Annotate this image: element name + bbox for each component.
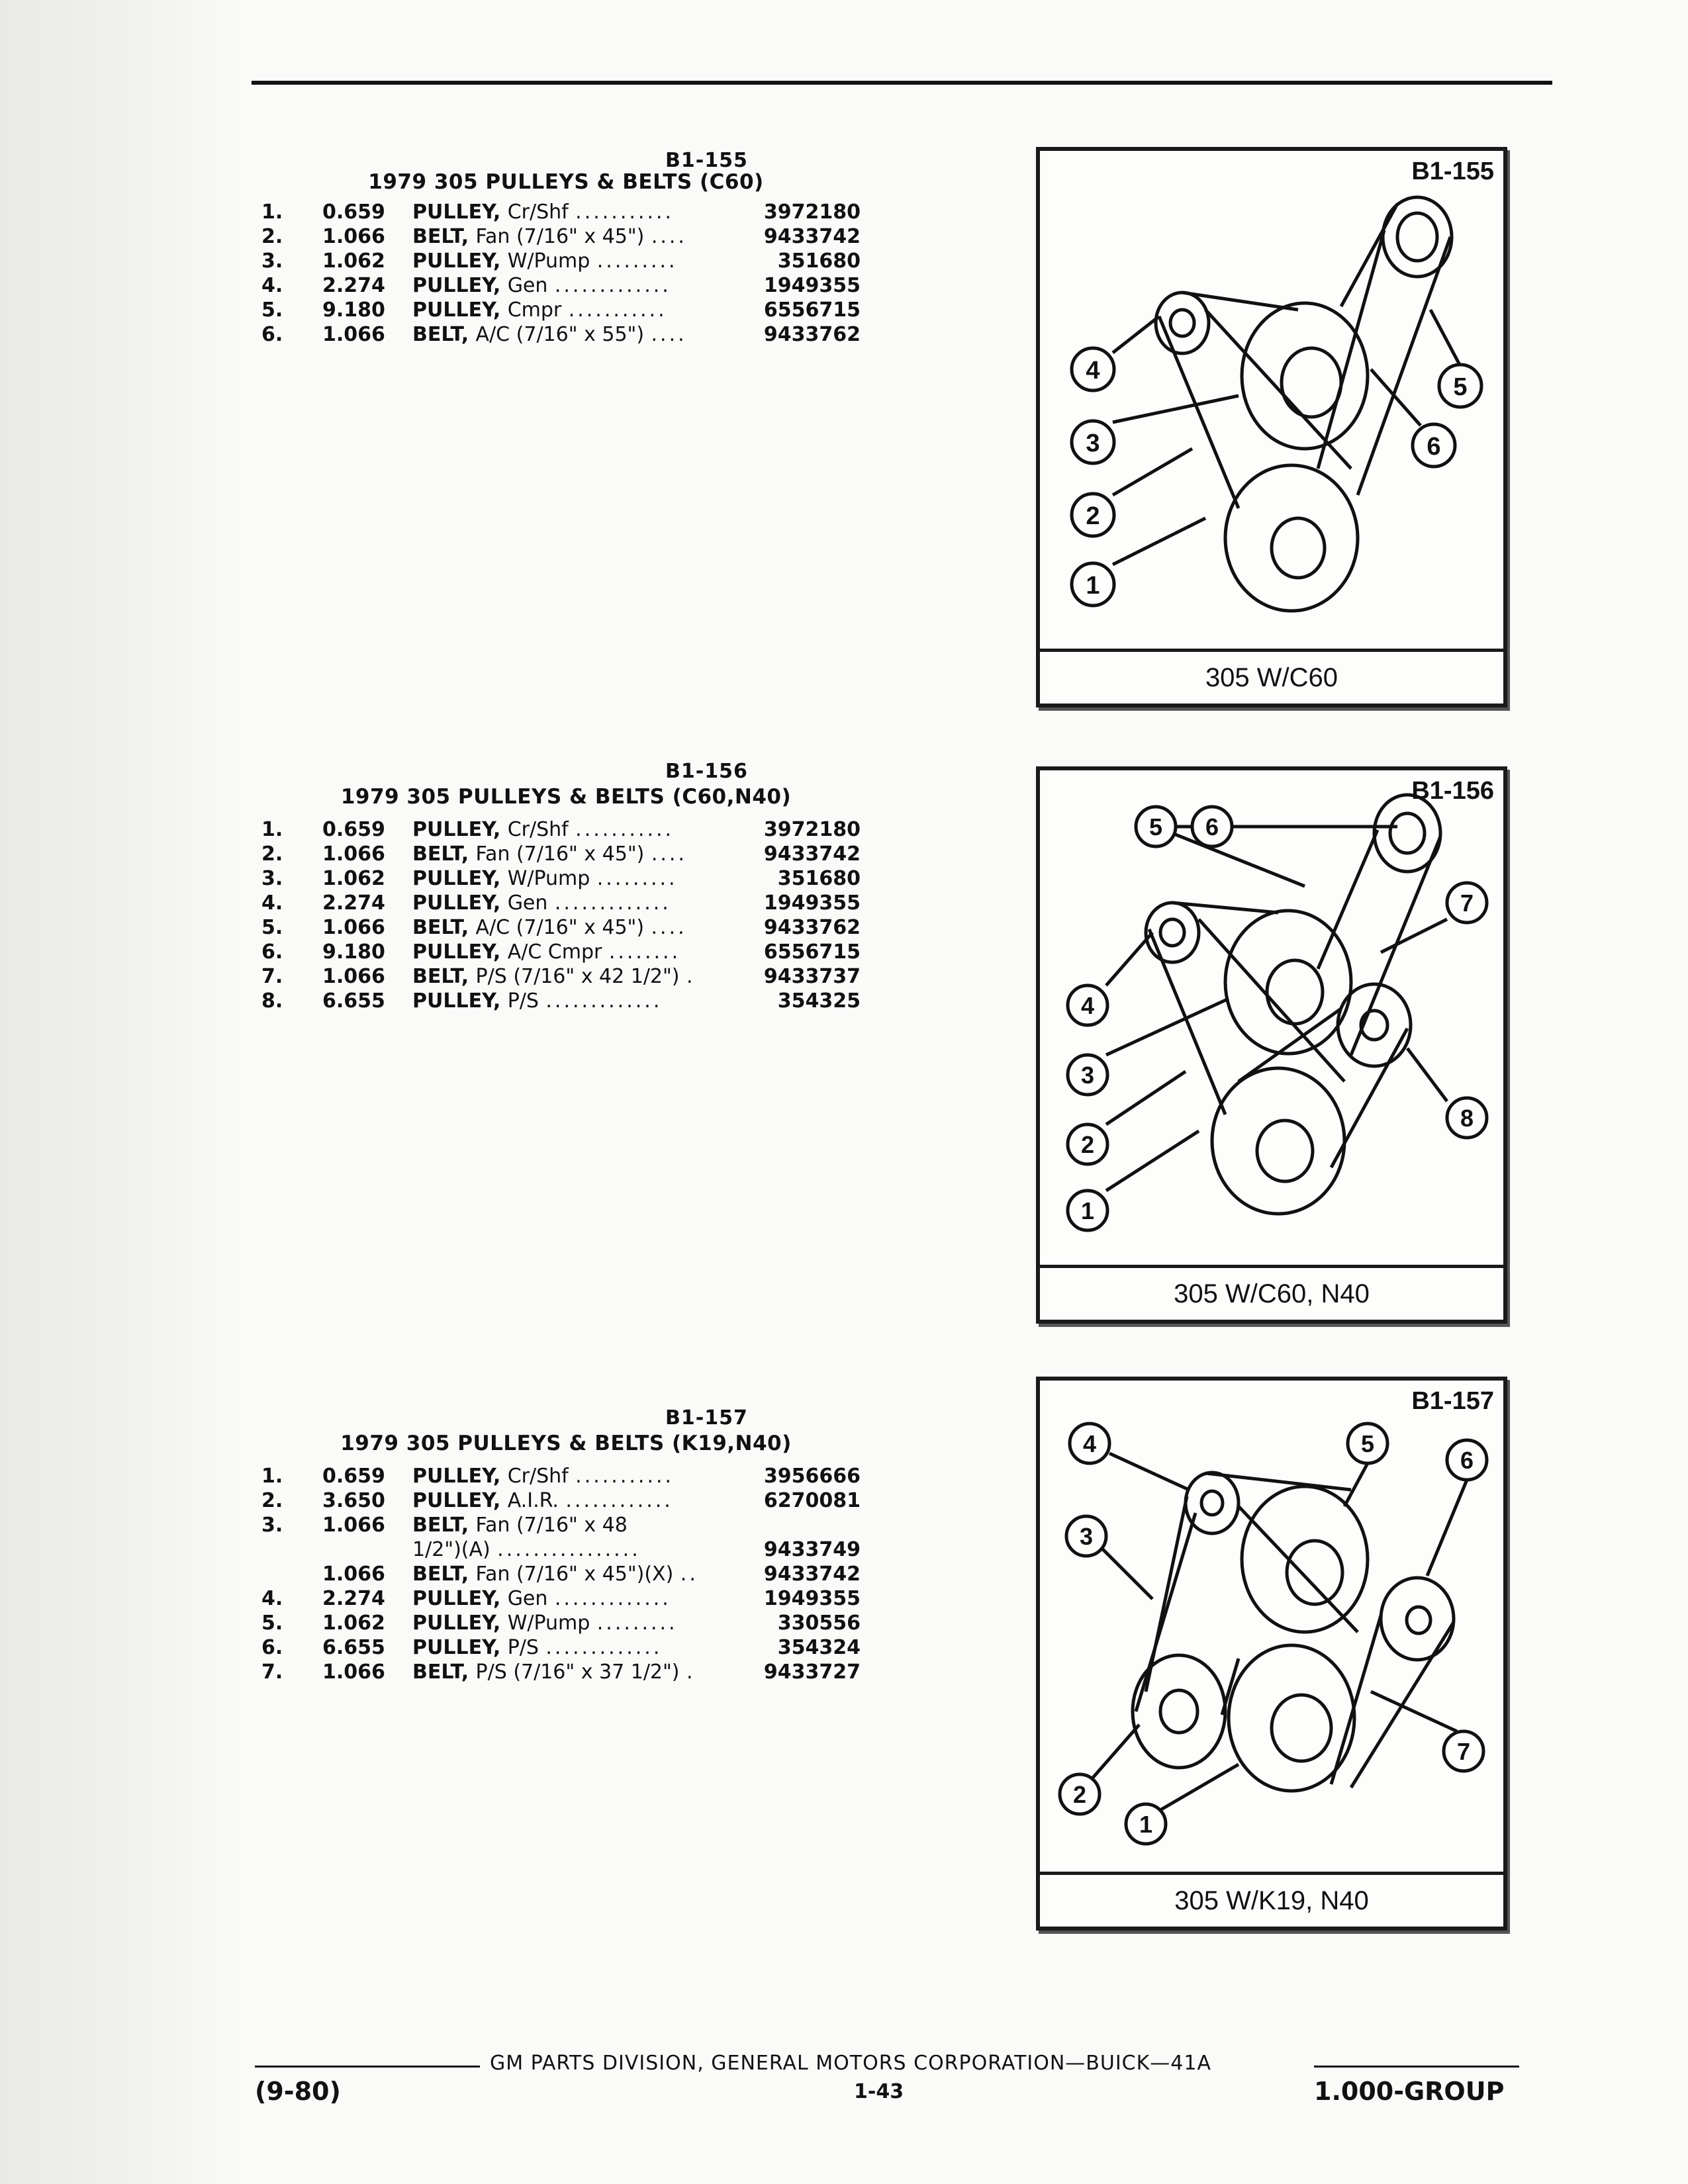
item-label: PULLEY,	[412, 201, 501, 224]
footer-rule-right	[1314, 2066, 1519, 2068]
item-qty: 1.062	[322, 867, 385, 890]
item-description	[412, 201, 724, 224]
footer-publisher: GM PARTS DIVISION, GENERAL MOTORS CORPORATION—BUICK—41A	[490, 2052, 1211, 2075]
callout-label: 7	[1460, 889, 1474, 917]
item-qty: 2.274	[322, 274, 385, 297]
part-number: 3972180	[763, 201, 861, 224]
callout-label: 2	[1072, 1781, 1087, 1808]
item-spec: W/Pump	[507, 1612, 590, 1635]
item-label: PULLEY,	[412, 891, 501, 915]
item-number: 4.	[261, 1587, 283, 1610]
callout-label: 3	[1080, 1062, 1095, 1089]
part-number: 3956666	[763, 1465, 861, 1488]
item-description	[412, 965, 724, 988]
part-number: 330556	[777, 1612, 861, 1635]
belt-diagram	[1040, 151, 1503, 644]
leader-dots: .........	[596, 867, 678, 890]
item-description	[412, 250, 724, 273]
leader-3	[1103, 1549, 1152, 1599]
part-number: 354325	[777, 989, 861, 1013]
item-spec: Cr/Shf	[507, 818, 569, 841]
item-label: PULLEY,	[412, 818, 501, 841]
leader-dots: ....	[651, 842, 687, 866]
section-id: B1-155	[665, 149, 748, 172]
leader-4	[1106, 933, 1152, 985]
callout-label: 8	[1460, 1105, 1474, 1132]
part-number: 9433742	[763, 842, 861, 866]
item-spec: W/Pump	[507, 250, 590, 273]
item-qty: 0.659	[322, 201, 385, 224]
item-label: BELT,	[412, 1514, 469, 1537]
leader-1	[1159, 1764, 1239, 1811]
item-description	[412, 891, 724, 915]
item-qty: 9.180	[322, 940, 385, 964]
item-description	[412, 274, 724, 297]
item-spec: Cr/Shf	[507, 201, 569, 224]
part-number: 9433762	[763, 323, 861, 346]
figure-id: B1-155	[1411, 158, 1494, 185]
item-label: PULLEY,	[412, 274, 501, 297]
item-qty: 1.066	[322, 1661, 385, 1684]
callout-label: 1	[1139, 1811, 1153, 1838]
item-spec: Fan (7/16" x 45")	[475, 225, 645, 248]
item-number: 6.	[261, 1636, 283, 1659]
part-number: 1949355	[763, 891, 861, 915]
power-steering-pulley	[1381, 1578, 1454, 1660]
leader-dots: .	[686, 1661, 696, 1684]
item-number: 3.	[261, 867, 283, 890]
item-qty: 6.655	[322, 1636, 385, 1659]
item-label: BELT,	[412, 1661, 469, 1684]
callout-label: 2	[1080, 1131, 1095, 1158]
item-description	[412, 1587, 724, 1610]
item-description	[412, 1489, 724, 1512]
item-label: PULLEY,	[412, 250, 501, 273]
part-number: 9433762	[763, 916, 861, 939]
leader-7	[1381, 919, 1447, 952]
item-description	[412, 298, 724, 322]
part-number: 351680	[777, 250, 861, 273]
item-label: PULLEY,	[412, 1465, 501, 1488]
item-description	[412, 1514, 724, 1537]
water-pump-pulley	[1242, 1486, 1368, 1632]
crankshaft-pulley	[1225, 465, 1358, 611]
item-spec: P/S	[507, 989, 539, 1013]
item-label: PULLEY,	[412, 1587, 501, 1610]
item-description	[412, 916, 724, 939]
leader-1	[1113, 518, 1205, 565]
section-id: B1-156	[665, 760, 748, 783]
item-qty: 3.650	[322, 1489, 385, 1512]
air-belt	[1136, 1513, 1239, 1715]
item-label: PULLEY,	[412, 940, 501, 964]
part-number: 6556715	[763, 298, 861, 322]
callout-label: 4	[1082, 1430, 1097, 1457]
figure-b1-155	[1036, 147, 1507, 707]
item-qty: 1.066	[322, 1563, 385, 1586]
item-label: BELT,	[412, 1563, 469, 1586]
item-spec: A/C Cmpr	[507, 940, 602, 964]
part-number: 3972180	[763, 818, 861, 841]
item-spec: Gen	[507, 274, 548, 297]
part-number: 6556715	[763, 940, 861, 964]
item-qty: 6.655	[322, 989, 385, 1013]
figure-b1-156	[1036, 766, 1507, 1324]
part-number: 9433742	[763, 225, 861, 248]
figure-id: B1-156	[1411, 777, 1494, 805]
item-spec: Fan (7/16" x 45")(X)	[475, 1563, 674, 1586]
item-qty: 1.066	[322, 965, 385, 988]
item-label: BELT,	[412, 842, 469, 866]
part-number: 1949355	[763, 1587, 861, 1610]
leader-dots: .	[686, 965, 696, 988]
generator-pulley	[1156, 293, 1209, 353]
callout-label: 3	[1079, 1523, 1094, 1550]
callout-label: 5	[1149, 813, 1163, 841]
item-description	[412, 842, 724, 866]
leader-5b	[1172, 833, 1305, 886]
item-number: 4.	[261, 274, 283, 297]
item-qty: 1.062	[322, 1612, 385, 1635]
leader-6	[1371, 369, 1421, 426]
item-number: 7.	[261, 965, 283, 988]
part-number: 9433737	[763, 965, 861, 988]
item-number: 2.	[261, 1489, 283, 1512]
footer-rule-left	[255, 2066, 480, 2068]
item-spec: P/S (7/16" x 42 1/2")	[475, 965, 680, 988]
callout-label: 4	[1080, 992, 1095, 1019]
item-qty: 1.066	[322, 323, 385, 346]
item-spec: 1/2")(A)	[412, 1538, 491, 1561]
item-spec: Cmpr	[507, 298, 562, 322]
leader-dots: .............	[554, 1587, 671, 1610]
section-title: 1979 305 PULLEYS & BELTS (C60,N40)	[340, 785, 792, 809]
section-id: B1-157	[665, 1406, 748, 1430]
leader-dots: ...........	[575, 201, 675, 224]
leader-dots: ........	[608, 940, 681, 964]
item-description	[412, 225, 724, 248]
figure-caption: 305 W/K19, N40	[1040, 1872, 1503, 1927]
callout-label: 3	[1086, 430, 1100, 457]
leader-dots: ............	[565, 1489, 673, 1512]
item-number: 4.	[261, 891, 283, 915]
callout-label: 6	[1427, 433, 1441, 461]
item-number: 2.	[261, 225, 283, 248]
leader-2	[1113, 449, 1192, 495]
item-description	[412, 818, 724, 841]
item-label: PULLEY,	[412, 867, 501, 890]
belt-diagram	[1040, 1381, 1503, 1867]
item-spec: Gen	[507, 891, 548, 915]
item-number: 6.	[261, 940, 283, 964]
item-spec: W/Pump	[507, 867, 590, 890]
item-description	[412, 989, 724, 1013]
part-number: 354324	[777, 1636, 861, 1659]
figure-caption: 305 W/C60, N40	[1040, 1265, 1503, 1320]
callout-label: 1	[1086, 572, 1100, 600]
fan-belt	[1149, 903, 1344, 1115]
leader-dots: ...........	[575, 1465, 675, 1488]
item-number: 8.	[261, 989, 283, 1013]
leader-1	[1106, 1131, 1199, 1191]
item-qty: 1.066	[322, 1514, 385, 1537]
callout-label: 4	[1086, 357, 1100, 385]
section-title: 1979 305 PULLEYS & BELTS (K19,N40)	[340, 1432, 792, 1455]
callout-label: 7	[1456, 1738, 1471, 1765]
item-number: 5.	[261, 298, 283, 322]
item-label: PULLEY,	[412, 1489, 501, 1512]
item-spec: A/C (7/16" x 55")	[475, 323, 645, 346]
item-qty: 1.062	[322, 250, 385, 273]
item-spec: A.I.R.	[507, 1489, 559, 1512]
item-spec: P/S (7/16" x 37 1/2")	[475, 1661, 680, 1684]
item-qty: 1.066	[322, 225, 385, 248]
callout-label: 5	[1453, 373, 1468, 401]
item-qty: 1.066	[322, 842, 385, 866]
item-description	[412, 1563, 724, 1586]
item-description	[412, 867, 724, 890]
item-label: PULLEY,	[412, 1612, 501, 1635]
item-number: 5.	[261, 916, 283, 939]
leader-dots: ...........	[568, 298, 667, 322]
callout-label: 5	[1360, 1430, 1375, 1457]
leader-4	[1113, 316, 1159, 353]
item-number: 6.	[261, 323, 283, 346]
item-number: 2.	[261, 842, 283, 866]
item-qty: 9.180	[322, 298, 385, 322]
item-label: PULLEY,	[412, 298, 501, 322]
leader-6	[1427, 1480, 1467, 1576]
callout-label: 1	[1080, 1197, 1095, 1224]
leader-dots: .............	[545, 989, 663, 1013]
leader-5	[1430, 310, 1460, 366]
leader-3	[1106, 999, 1229, 1055]
item-description	[412, 1612, 724, 1635]
leader-dots: ..	[680, 1563, 698, 1586]
item-number: 1.	[261, 818, 283, 841]
leader-2	[1106, 1071, 1186, 1124]
part-number: 9433727	[763, 1661, 861, 1684]
figure-caption: 305 W/C60	[1040, 649, 1503, 704]
item-spec: Fan (7/16" x 48	[475, 1514, 628, 1537]
callout-label: 6	[1460, 1447, 1474, 1474]
leader-5	[1344, 1463, 1368, 1506]
part-number: 1949355	[763, 274, 861, 297]
leader-3	[1113, 396, 1239, 422]
leader-dots: .............	[554, 891, 671, 915]
generator-pulley	[1146, 903, 1199, 962]
callout-label: 6	[1205, 813, 1219, 841]
item-label: PULLEY,	[412, 1636, 501, 1659]
leader-8	[1407, 1048, 1447, 1101]
part-number: 351680	[777, 867, 861, 890]
leader-dots: .........	[596, 1612, 678, 1635]
item-description	[412, 940, 724, 964]
item-description	[412, 1636, 724, 1659]
figure-b1-157	[1036, 1377, 1507, 1931]
item-qty: 2.274	[322, 891, 385, 915]
leader-4	[1109, 1453, 1189, 1490]
item-spec: Fan (7/16" x 45")	[475, 842, 645, 866]
item-qty: 1.066	[322, 916, 385, 939]
scan-margin-shading	[0, 0, 245, 2184]
item-label: BELT,	[412, 916, 469, 939]
part-number: 9433749	[763, 1538, 861, 1561]
callout-label: 2	[1086, 502, 1100, 530]
item-number: 1.	[261, 201, 283, 224]
leader-7	[1371, 1692, 1457, 1731]
part-number: 6270081	[763, 1489, 861, 1512]
belt-diagram	[1040, 770, 1503, 1260]
item-qty: 0.659	[322, 818, 385, 841]
leader-dots: .........	[596, 250, 678, 273]
item-number: 3.	[261, 250, 283, 273]
leader-2	[1093, 1725, 1139, 1778]
water-pump-pulley	[1242, 303, 1368, 449]
item-label: PULLEY,	[412, 989, 501, 1013]
crankshaft-pulley	[1212, 1068, 1344, 1214]
item-number: 1.	[261, 1465, 283, 1488]
item-label: BELT,	[412, 323, 469, 346]
item-number: 3.	[261, 1514, 283, 1537]
leader-dots: .............	[554, 274, 671, 297]
item-number: 5.	[261, 1612, 283, 1635]
part-number: 9433742	[763, 1563, 861, 1586]
header-rule	[252, 81, 1552, 85]
footer-group: 1.000-GROUP	[1314, 2077, 1505, 2106]
leader-dots: .............	[545, 1636, 663, 1659]
item-spec: P/S	[507, 1636, 539, 1659]
item-description	[412, 1661, 724, 1684]
page-number: 1-43	[854, 2080, 904, 2103]
item-description	[412, 1538, 724, 1561]
item-label: BELT,	[412, 965, 469, 988]
item-qty: 0.659	[322, 1465, 385, 1488]
leader-dots: ....	[651, 323, 687, 346]
item-label: BELT,	[412, 225, 469, 248]
item-description	[412, 1465, 724, 1488]
leader-dots: ...........	[575, 818, 675, 841]
item-spec: Cr/Shf	[507, 1465, 569, 1488]
leader-dots: ................	[497, 1538, 641, 1561]
footer-date: (9-80)	[255, 2077, 341, 2106]
leader-dots: ....	[651, 916, 687, 939]
item-spec: A/C (7/16" x 45")	[475, 916, 645, 939]
item-qty: 2.274	[322, 1587, 385, 1610]
item-spec: Gen	[507, 1587, 548, 1610]
item-description	[412, 323, 724, 346]
item-number: 7.	[261, 1661, 283, 1684]
figure-id: B1-157	[1411, 1387, 1494, 1415]
section-title: 1979 305 PULLEYS & BELTS (C60)	[368, 170, 764, 194]
leader-dots: ....	[651, 225, 687, 248]
